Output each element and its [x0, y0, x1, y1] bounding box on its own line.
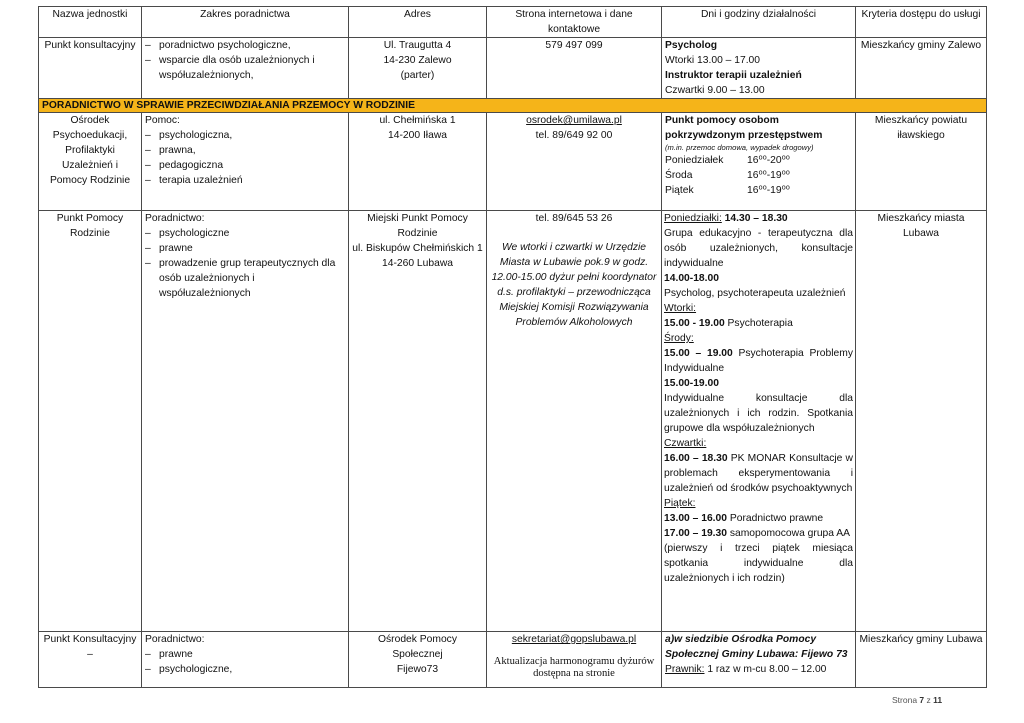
address-line: 14-230 Zalewo: [383, 55, 452, 66]
table-row: [39, 38, 987, 99]
scope-cell: [142, 211, 349, 632]
table-row: [39, 211, 987, 632]
address-line: 14-260 Lubawa: [382, 258, 453, 269]
unit-name: Punkt konsultacyjny: [39, 38, 142, 99]
scope-head: Poradnictwo:: [145, 213, 205, 224]
hours-desc: Psychoterapia: [724, 318, 793, 329]
page-mid: z: [924, 695, 934, 705]
section-row: [39, 99, 987, 113]
hours-cell: [662, 211, 856, 632]
page-current: 7: [919, 695, 925, 705]
contact-cell: [487, 113, 662, 211]
schedule-line: [665, 183, 852, 198]
hours-desc: Poradnictwo prawne: [726, 513, 824, 524]
hours-desc: Indywidualne konsultacje dla uzależnionych i ich rodzin. Spotkania grupowe dla współuzależnionych: [664, 393, 853, 434]
header-criteria: Kryteria dostępu do usługi: [856, 7, 987, 38]
scope-cell: [142, 113, 349, 211]
scope-item: – prowadzenie grup terapeutycznych dla osób uzależnionych i współuzależnionych: [145, 256, 345, 301]
scope-cell: [142, 38, 349, 99]
address-cell: [349, 38, 487, 99]
hours-cell: [662, 38, 856, 99]
hours-line: [664, 316, 853, 331]
hours-desc: samopomocowa grupa AA: [726, 528, 851, 539]
header-row: [39, 7, 987, 38]
unit-name: Punkt Pomocy Rodzinie: [39, 211, 142, 632]
day-time: 17.00 – 19.30: [664, 528, 727, 539]
day-label: Wtorki:: [664, 303, 697, 314]
header-address: Adres: [349, 7, 487, 38]
hours-line: [664, 211, 853, 226]
section-title: PORADNICTWO W SPRAWIE PRZECIWDZIAŁANIA PRZEMOCY W RODZINIE: [39, 99, 987, 113]
scope-item: – psychologiczne,: [145, 662, 345, 677]
day-time: 15.00 – 19.00: [664, 348, 733, 359]
contact-phone: tel. 89/649 92 00: [535, 130, 613, 141]
address-cell: [349, 211, 487, 632]
address-line: (parter): [400, 70, 435, 81]
scope-head: Poradnictwo:: [145, 634, 205, 645]
day-label: Piątek:: [664, 498, 696, 509]
hours-desc: Grupa edukacyjno - terapeutyczna dla osób uzależnionych, konsultacje indywidualne: [664, 228, 853, 269]
scope-item: – pedagogiczna: [145, 158, 345, 173]
scope-item: – terapia uzależnień: [145, 173, 345, 188]
contact-cell: [487, 211, 662, 632]
address-cell: [349, 113, 487, 211]
address-line: Miejski Punkt Pomocy Rodzinie: [367, 213, 468, 239]
scope-cell: [142, 632, 349, 688]
criteria-cell: Mieszkańcy powiatu iławskiego: [856, 113, 987, 211]
schedule-note: Aktualizacja harmonogramu dyżurów dostępna na stronie: [493, 656, 655, 679]
address-line: ul. Chełmińska 1: [379, 115, 456, 126]
hours-cell: [662, 113, 856, 211]
scope-item: – prawne: [145, 647, 345, 662]
hours-line: Instruktor terapii uzależnień: [665, 70, 802, 81]
contact-cell: [487, 632, 662, 688]
hours-desc: Psycholog, psychoterapeuta uzależnień: [664, 288, 846, 299]
scope-item: – poradnictwo psychologiczne,: [145, 38, 345, 53]
schedule-line: [665, 168, 852, 183]
hours-desc: Psychoterapia Problemy Indywidualne: [664, 348, 854, 374]
header-scope: Zakres poradnictwa: [142, 7, 349, 38]
hours-line: [664, 511, 853, 526]
day-time: 16.00 – 18.30: [664, 453, 728, 464]
hours-desc: (pierwszy i trzeci piątek miesiąca spotkania indywidualne dla uzależnionych i ich rodzin): [664, 543, 853, 584]
services-table: [38, 6, 987, 688]
header-name: Nazwa jednostki: [39, 7, 142, 38]
scope-item: – prawna,: [145, 143, 345, 158]
hours-line: Wtorki 13.00 – 17.00: [665, 55, 761, 66]
hours-line: [664, 526, 853, 541]
header-hours: Dni i godziny działalności: [662, 7, 856, 38]
hours-desc: 1 raz w m-cu 8.00 – 12.00: [704, 664, 827, 675]
day-label: Czwartki:: [664, 438, 707, 449]
scope-item: – psychologiczna,: [145, 128, 345, 143]
criteria-cell: Mieszkańcy gminy Zalewo: [856, 38, 987, 99]
day-time: 16⁰⁰-19⁰⁰: [747, 185, 790, 196]
day-label: Poniedziałki:: [664, 213, 722, 224]
address-line: Fijewo73: [396, 664, 439, 675]
page-number: [892, 695, 942, 705]
scope-head: Pomoc:: [145, 115, 180, 126]
hours-line: a)w siedzibie Ośrodka Pomocy Społecznej Gminy Lubawa: Fijewo 73: [665, 634, 848, 660]
day-time: 14.30 – 18.30: [721, 213, 788, 224]
address-cell: [349, 632, 487, 688]
day-time: 13.00 – 16.00: [664, 513, 727, 524]
address-line: 14-200 Iława: [388, 130, 447, 141]
page-prefix: Strona: [892, 695, 920, 705]
table-row: [39, 632, 987, 688]
criteria-cell: Mieszkańcy miasta Lubawa: [856, 211, 987, 632]
scope-item: – wsparcie dla osób uzależnionych i współuzależnionych,: [145, 53, 345, 83]
hours-cell: [662, 632, 856, 688]
hours-line: Czwartki 9.00 – 13.00: [665, 85, 765, 96]
hours-line: Psycholog: [665, 40, 718, 51]
contact-phone: tel. 89/645 53 26: [535, 213, 613, 224]
hours-desc: PK MONAR Konsultacje w problemach eksperymentowania i uzależnień od środków psychoaktywnych: [664, 453, 853, 494]
hours-note: (m.in. przemoc domowa, wypadek drogowy): [665, 143, 814, 152]
address-line: Ul. Traugutta 4: [383, 40, 452, 51]
day-time: 16⁰⁰-19⁰⁰: [747, 170, 790, 181]
criteria-cell: Mieszkańcy gminy Lubawa: [856, 632, 987, 688]
hours-line: [664, 451, 853, 496]
day-label: Piątek: [665, 185, 694, 196]
page-total: 11: [933, 695, 943, 705]
day-label: Prawnik:: [665, 664, 705, 675]
hours-line: [665, 662, 852, 677]
contact-phone: 579 497 099: [487, 38, 662, 99]
day-time: 14.00-18.00: [664, 273, 719, 284]
email-link[interactable]: osrodek@umilawa.pl: [526, 115, 622, 126]
duty-note: We wtorki i czwartki w Urzędzie Miasta w Lubawie pok.9 w godz. 12.00-15.00 dyżur pełni koordynator d.s. profilaktyki – przewodnicząca Miejskiej Komisji Rozwiązywania Problemów Alkoholowych: [491, 242, 657, 328]
day-time: 16⁰⁰-20⁰⁰: [747, 155, 790, 166]
schedule-line: [665, 153, 852, 168]
unit-name: Punkt Konsultacyjny –: [39, 632, 142, 688]
scope-item: – psychologiczne: [145, 226, 345, 241]
address-line: Społecznej: [392, 649, 443, 660]
address-line: ul. Biskupów Chełmińskich 1: [352, 243, 483, 254]
day-time: 15.00 - 19.00: [664, 318, 725, 329]
day-label: Środa: [665, 170, 693, 181]
scope-item: – prawne: [145, 241, 345, 256]
hours-title: Punkt pomocy osobom pokrzywdzonym przestępstwem: [665, 115, 823, 141]
hours-line: [664, 346, 853, 376]
unit-name: Ośrodek Psychoedukacji, Profilaktyki Uzależnień i Pomocy Rodzinie: [39, 113, 142, 211]
table-row: [39, 113, 987, 211]
email-link[interactable]: sekretariat@gopslubawa.pl: [511, 634, 637, 645]
header-contact: Strona internetowa i dane kontaktowe: [487, 7, 662, 38]
day-label: Poniedziałek: [665, 155, 724, 166]
address-line: Ośrodek Pomocy: [378, 634, 457, 645]
day-label: Środy:: [664, 333, 694, 344]
day-time: 15.00-19.00: [664, 378, 719, 389]
